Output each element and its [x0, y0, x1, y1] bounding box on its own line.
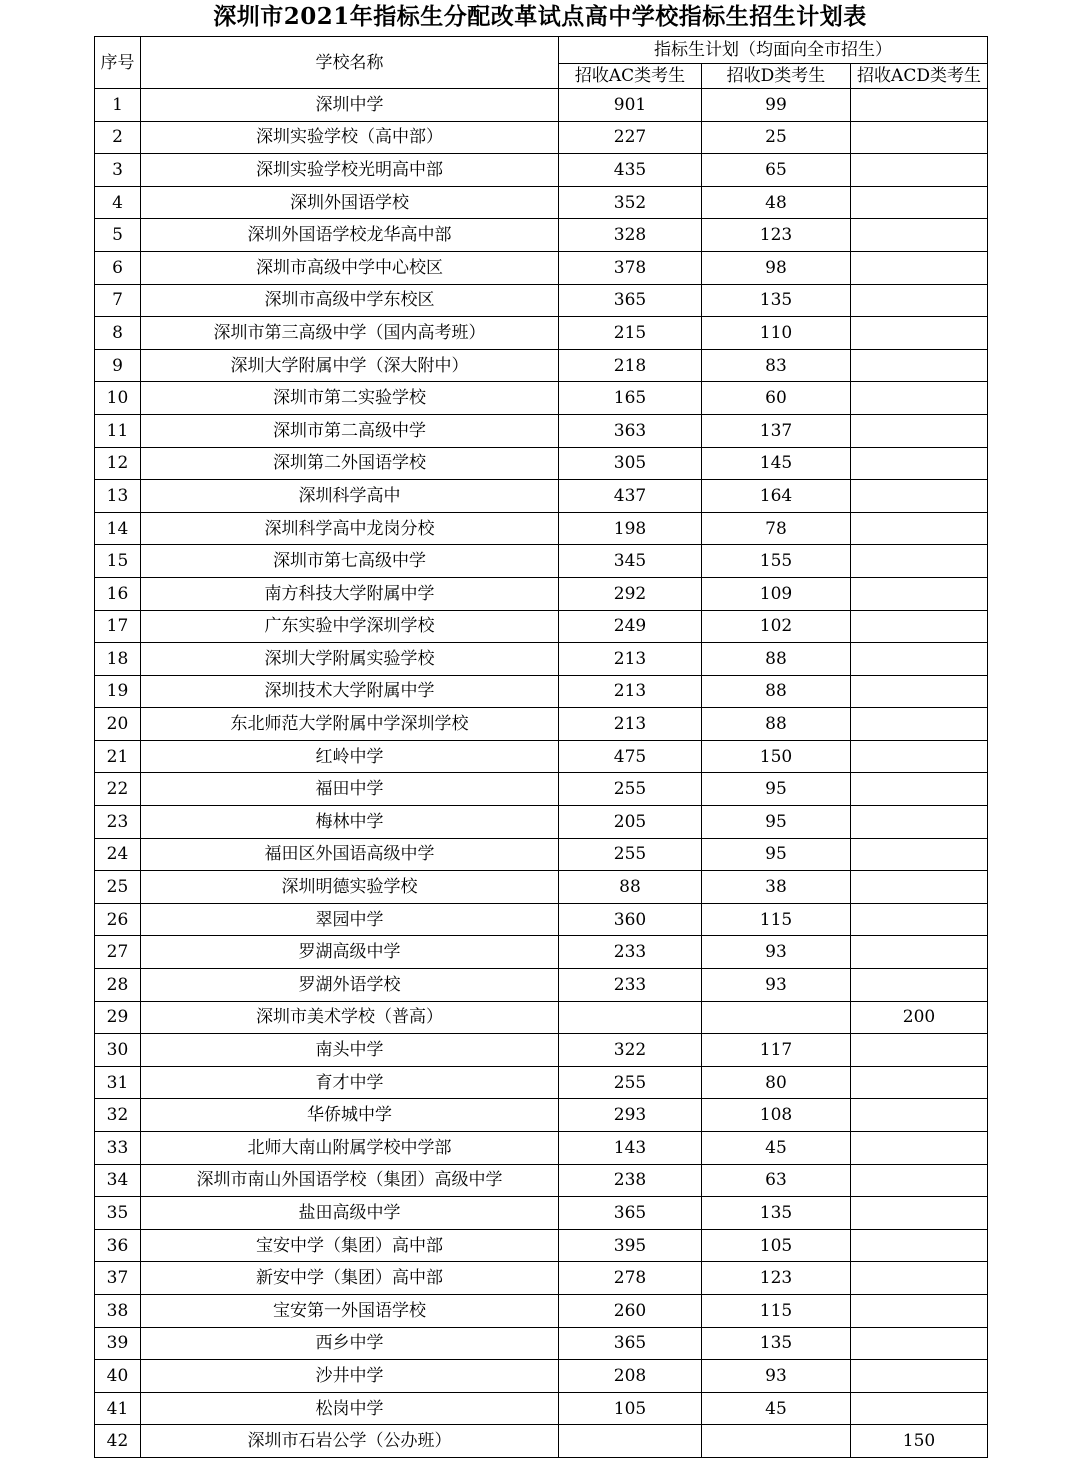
row-d-count: 137: [702, 414, 851, 447]
row-school-name: 南头中学: [141, 1034, 559, 1067]
row-d-count: 95: [702, 806, 851, 839]
row-acd-count: [851, 251, 988, 284]
row-acd-count: [851, 480, 988, 513]
row-acd-count: [851, 675, 988, 708]
row-acd-count: [851, 773, 988, 806]
row-d-count: 88: [702, 675, 851, 708]
row-d-count: 45: [702, 1132, 851, 1165]
row-seq: 34: [95, 1164, 141, 1197]
row-d-count: 145: [702, 447, 851, 480]
row-school-name: 沙井中学: [141, 1360, 559, 1393]
table-row: [95, 1262, 988, 1295]
row-acd-count: [851, 1294, 988, 1327]
row-d-count: 135: [702, 1327, 851, 1360]
row-ac-count: 233: [559, 936, 702, 969]
header-school-name: 学校名称: [141, 37, 559, 89]
row-ac-count: 88: [559, 871, 702, 904]
row-school-name: 罗湖高级中学: [141, 936, 559, 969]
row-seq: 1: [95, 89, 141, 122]
row-seq: 13: [95, 480, 141, 513]
table-row: [95, 480, 988, 513]
row-seq: 21: [95, 740, 141, 773]
row-seq: 30: [95, 1034, 141, 1067]
row-seq: 41: [95, 1392, 141, 1425]
row-ac-count: 227: [559, 121, 702, 154]
table-row: [95, 349, 988, 382]
table-row: [95, 1164, 988, 1197]
row-seq: 7: [95, 284, 141, 317]
table-row: [95, 1360, 988, 1393]
table-row: [95, 1197, 988, 1230]
row-d-count: 88: [702, 643, 851, 676]
row-seq: 17: [95, 610, 141, 643]
table-row: [95, 740, 988, 773]
row-d-count: [702, 1001, 851, 1034]
row-d-count: 45: [702, 1392, 851, 1425]
row-d-count: 135: [702, 284, 851, 317]
table-row: [95, 806, 988, 839]
row-d-count: 80: [702, 1066, 851, 1099]
row-d-count: 110: [702, 317, 851, 350]
row-school-name: 深圳外国语学校龙华高中部: [141, 219, 559, 252]
row-d-count: 123: [702, 219, 851, 252]
header-seq: 序号: [95, 37, 141, 89]
row-ac-count: 143: [559, 1132, 702, 1165]
row-seq: 26: [95, 903, 141, 936]
row-ac-count: 213: [559, 643, 702, 676]
table-row: [95, 969, 988, 1002]
row-acd-count: [851, 740, 988, 773]
row-school-name: 翠园中学: [141, 903, 559, 936]
row-ac-count: 435: [559, 154, 702, 187]
table-row: [95, 89, 988, 122]
row-school-name: 深圳实验学校（高中部）: [141, 121, 559, 154]
row-d-count: 105: [702, 1229, 851, 1262]
row-school-name: 深圳市第二高级中学: [141, 414, 559, 447]
row-d-count: 123: [702, 1262, 851, 1295]
row-school-name: 松岗中学: [141, 1392, 559, 1425]
row-seq: 16: [95, 577, 141, 610]
row-d-count: 109: [702, 577, 851, 610]
row-school-name: 深圳市第七高级中学: [141, 545, 559, 578]
row-ac-count: 365: [559, 1327, 702, 1360]
row-school-name: 深圳市美术学校（普高）: [141, 1001, 559, 1034]
table-row: [95, 675, 988, 708]
row-seq: 32: [95, 1099, 141, 1132]
row-acd-count: [851, 1360, 988, 1393]
row-ac-count: 218: [559, 349, 702, 382]
row-acd-count: [851, 969, 988, 1002]
row-seq: 33: [95, 1132, 141, 1165]
row-d-count: 117: [702, 1034, 851, 1067]
row-seq: 42: [95, 1425, 141, 1458]
table-row: [95, 447, 988, 480]
row-seq: 15: [95, 545, 141, 578]
row-acd-count: [851, 1164, 988, 1197]
row-d-count: 155: [702, 545, 851, 578]
row-ac-count: 378: [559, 251, 702, 284]
row-seq: 6: [95, 251, 141, 284]
row-school-name: 福田区外国语高级中学: [141, 838, 559, 871]
table-row: [95, 1327, 988, 1360]
row-ac-count: 208: [559, 1360, 702, 1393]
table-row: [95, 610, 988, 643]
table-row: [95, 708, 988, 741]
row-seq: 10: [95, 382, 141, 415]
row-seq: 4: [95, 186, 141, 219]
row-school-name: 深圳明德实验学校: [141, 871, 559, 904]
row-d-count: 95: [702, 773, 851, 806]
row-acd-count: [851, 1229, 988, 1262]
row-seq: 24: [95, 838, 141, 871]
row-acd-count: [851, 610, 988, 643]
row-d-count: 65: [702, 154, 851, 187]
row-ac-count: 213: [559, 708, 702, 741]
row-seq: 8: [95, 317, 141, 350]
row-acd-count: [851, 1132, 988, 1165]
row-seq: 27: [95, 936, 141, 969]
row-school-name: 深圳外国语学校: [141, 186, 559, 219]
row-ac-count: 437: [559, 480, 702, 513]
row-acd-count: [851, 1262, 988, 1295]
row-ac-count: 205: [559, 806, 702, 839]
row-d-count: 83: [702, 349, 851, 382]
table-row: [95, 251, 988, 284]
row-acd-count: [851, 1197, 988, 1230]
row-ac-count: [559, 1425, 702, 1458]
row-acd-count: [851, 577, 988, 610]
table-row: [95, 1034, 988, 1067]
row-ac-count: 365: [559, 284, 702, 317]
row-acd-count: [851, 89, 988, 122]
row-acd-count: [851, 545, 988, 578]
row-seq: 11: [95, 414, 141, 447]
row-ac-count: 105: [559, 1392, 702, 1425]
table-row: [95, 382, 988, 415]
row-school-name: 深圳市高级中学东校区: [141, 284, 559, 317]
table-row: [95, 838, 988, 871]
row-seq: 40: [95, 1360, 141, 1393]
row-acd-count: [851, 414, 988, 447]
row-school-name: 深圳中学: [141, 89, 559, 122]
row-d-count: 93: [702, 969, 851, 1002]
row-school-name: 深圳市石岩公学（公办班）: [141, 1425, 559, 1458]
row-seq: 35: [95, 1197, 141, 1230]
table-row: [95, 1392, 988, 1425]
row-d-count: 60: [702, 382, 851, 415]
row-school-name: 深圳科学高中: [141, 480, 559, 513]
table-row: [95, 903, 988, 936]
row-school-name: 宝安中学（集团）高中部: [141, 1229, 559, 1262]
row-seq: 5: [95, 219, 141, 252]
row-school-name: 福田中学: [141, 773, 559, 806]
row-d-count: 102: [702, 610, 851, 643]
table-row: [95, 1001, 988, 1034]
row-d-count: [702, 1425, 851, 1458]
table-row: [95, 1229, 988, 1262]
table-row: [95, 154, 988, 187]
row-school-name: 育才中学: [141, 1066, 559, 1099]
row-seq: 14: [95, 512, 141, 545]
row-school-name: 深圳市南山外国语学校（集团）高级中学: [141, 1164, 559, 1197]
row-d-count: 108: [702, 1099, 851, 1132]
row-seq: 20: [95, 708, 141, 741]
row-seq: 29: [95, 1001, 141, 1034]
table-row: [95, 121, 988, 154]
row-ac-count: 292: [559, 577, 702, 610]
row-d-count: 95: [702, 838, 851, 871]
header-ac: 招收AC类考生: [559, 64, 702, 89]
row-ac-count: 475: [559, 740, 702, 773]
row-ac-count: 165: [559, 382, 702, 415]
table-row: [95, 936, 988, 969]
row-seq: 31: [95, 1066, 141, 1099]
row-d-count: 93: [702, 936, 851, 969]
row-acd-count: [851, 219, 988, 252]
row-acd-count: [851, 186, 988, 219]
row-school-name: 罗湖外语学校: [141, 969, 559, 1002]
row-acd-count: [851, 1099, 988, 1132]
row-seq: 28: [95, 969, 141, 1002]
row-ac-count: 328: [559, 219, 702, 252]
row-ac-count: 345: [559, 545, 702, 578]
row-acd-count: [851, 154, 988, 187]
row-acd-count: 150: [851, 1425, 988, 1458]
row-ac-count: 278: [559, 1262, 702, 1295]
table-row: [95, 512, 988, 545]
header-plan-group: 指标生计划（均面向全市招生）: [559, 37, 988, 64]
row-d-count: 93: [702, 1360, 851, 1393]
row-school-name: 深圳市高级中学中心校区: [141, 251, 559, 284]
row-acd-count: [851, 349, 988, 382]
row-ac-count: 352: [559, 186, 702, 219]
table-row: [95, 317, 988, 350]
row-acd-count: [851, 1066, 988, 1099]
header-acd: 招收ACD类考生: [851, 64, 988, 89]
row-seq: 22: [95, 773, 141, 806]
row-school-name: 深圳科学高中龙岗分校: [141, 512, 559, 545]
row-d-count: 115: [702, 903, 851, 936]
row-acd-count: [851, 903, 988, 936]
row-school-name: 华侨城中学: [141, 1099, 559, 1132]
row-seq: 18: [95, 643, 141, 676]
row-acd-count: [851, 806, 988, 839]
row-acd-count: [851, 936, 988, 969]
row-d-count: 88: [702, 708, 851, 741]
row-school-name: 广东实验中学深圳学校: [141, 610, 559, 643]
row-seq: 2: [95, 121, 141, 154]
table-row: [95, 1066, 988, 1099]
row-school-name: 新安中学（集团）高中部: [141, 1262, 559, 1295]
row-acd-count: 200: [851, 1001, 988, 1034]
row-seq: 3: [95, 154, 141, 187]
row-acd-count: [851, 1392, 988, 1425]
row-acd-count: [851, 121, 988, 154]
table-row: [95, 643, 988, 676]
row-school-name: 深圳大学附属中学（深大附中）: [141, 349, 559, 382]
row-d-count: 48: [702, 186, 851, 219]
row-ac-count: 322: [559, 1034, 702, 1067]
table-row: [95, 219, 988, 252]
row-ac-count: 213: [559, 675, 702, 708]
row-d-count: 25: [702, 121, 851, 154]
row-seq: 37: [95, 1262, 141, 1295]
row-ac-count: 901: [559, 89, 702, 122]
row-school-name: 北师大南山附属学校中学部: [141, 1132, 559, 1165]
table-row: [95, 186, 988, 219]
table-row: [95, 1132, 988, 1165]
row-acd-count: [851, 284, 988, 317]
row-school-name: 深圳技术大学附属中学: [141, 675, 559, 708]
row-school-name: 深圳第二外国语学校: [141, 447, 559, 480]
row-seq: 19: [95, 675, 141, 708]
table-row: [95, 1425, 988, 1458]
enrollment-plan-table: [94, 36, 988, 1458]
row-seq: 36: [95, 1229, 141, 1262]
row-seq: 12: [95, 447, 141, 480]
row-d-count: 99: [702, 89, 851, 122]
row-school-name: 南方科技大学附属中学: [141, 577, 559, 610]
row-d-count: 164: [702, 480, 851, 513]
row-d-count: 98: [702, 251, 851, 284]
row-acd-count: [851, 643, 988, 676]
table-header-row: [95, 37, 988, 64]
header-d: 招收D类考生: [702, 64, 851, 89]
table-row: [95, 1294, 988, 1327]
row-seq: 25: [95, 871, 141, 904]
row-acd-count: [851, 871, 988, 904]
row-ac-count: 249: [559, 610, 702, 643]
row-ac-count: 233: [559, 969, 702, 1002]
row-d-count: 38: [702, 871, 851, 904]
row-d-count: 63: [702, 1164, 851, 1197]
table-row: [95, 545, 988, 578]
row-acd-count: [851, 1034, 988, 1067]
row-ac-count: 215: [559, 317, 702, 350]
row-school-name: 红岭中学: [141, 740, 559, 773]
row-d-count: 115: [702, 1294, 851, 1327]
table-row: [95, 1099, 988, 1132]
table-body: [95, 89, 988, 1458]
row-seq: 9: [95, 349, 141, 382]
row-d-count: 150: [702, 740, 851, 773]
row-school-name: 盐田高级中学: [141, 1197, 559, 1230]
row-d-count: 78: [702, 512, 851, 545]
row-school-name: 宝安第一外国语学校: [141, 1294, 559, 1327]
row-seq: 23: [95, 806, 141, 839]
row-seq: 39: [95, 1327, 141, 1360]
row-ac-count: 363: [559, 414, 702, 447]
row-seq: 38: [95, 1294, 141, 1327]
row-acd-count: [851, 317, 988, 350]
row-acd-count: [851, 382, 988, 415]
row-d-count: 135: [702, 1197, 851, 1230]
row-school-name: 深圳市第三高级中学（国内高考班）: [141, 317, 559, 350]
row-ac-count: 255: [559, 773, 702, 806]
row-ac-count: 238: [559, 1164, 702, 1197]
row-ac-count: 260: [559, 1294, 702, 1327]
table-row: [95, 284, 988, 317]
row-acd-count: [851, 1327, 988, 1360]
row-ac-count: 360: [559, 903, 702, 936]
table-row: [95, 871, 988, 904]
row-ac-count: 395: [559, 1229, 702, 1262]
table-row: [95, 414, 988, 447]
table-row: [95, 577, 988, 610]
row-ac-count: 365: [559, 1197, 702, 1230]
row-school-name: 东北师范大学附属中学深圳学校: [141, 708, 559, 741]
row-ac-count: 255: [559, 838, 702, 871]
row-acd-count: [851, 838, 988, 871]
row-ac-count: 198: [559, 512, 702, 545]
row-acd-count: [851, 512, 988, 545]
document-title: 深圳市2021年指标生分配改革试点高中学校指标生招生计划表: [213, 3, 867, 30]
row-school-name: 深圳市第二实验学校: [141, 382, 559, 415]
row-school-name: 西乡中学: [141, 1327, 559, 1360]
row-acd-count: [851, 708, 988, 741]
row-ac-count: [559, 1001, 702, 1034]
row-acd-count: [851, 447, 988, 480]
row-ac-count: 293: [559, 1099, 702, 1132]
row-ac-count: 255: [559, 1066, 702, 1099]
table-row: [95, 773, 988, 806]
row-school-name: 深圳实验学校光明高中部: [141, 154, 559, 187]
row-ac-count: 305: [559, 447, 702, 480]
row-school-name: 深圳大学附属实验学校: [141, 643, 559, 676]
row-school-name: 梅林中学: [141, 806, 559, 839]
